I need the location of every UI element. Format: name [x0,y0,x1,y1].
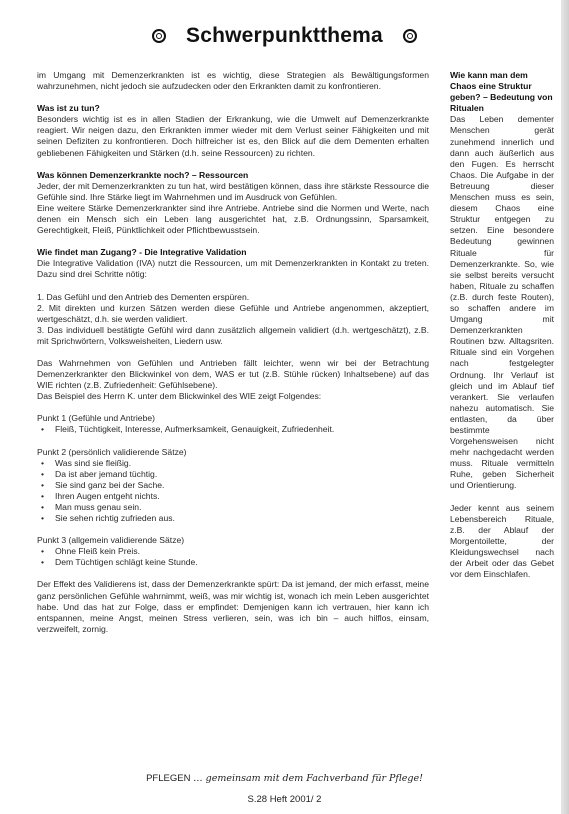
page-title: Schwerpunktthema [186,24,383,47]
page-header [0,24,569,54]
list-item: • Ohne Fleiß kein Preis. [37,546,429,557]
step-item: 2. Mit direkten und kurzen Sätzen werden diese Gefühle und Antriebe angenommen, akzeptiert, wertgeschätzt, d.h. sie werden validiert. [37,302,429,324]
point-2-title: Punkt 2 (persönlich validierende Sätze) [37,446,187,457]
paragraph-was-ist-zu-tun: Besonders wichtig ist es in allen Stadien der Erkrankung, wie die Umwelt auf Demenzerkrankte reagiert. Wir neigen dazu, den Erkrankten immer wieder mit dem Verlust seiner Fähigkeiten und mit seinen Defiziten zu konfrontieren. Doch hilfreicher ist es, den Blick auf die dem Dementen erhalten gebliebenen Fähigkeiten und Stärken (d.h. seine Ressourcen) zu richten. [37,114,429,158]
circle-logo-icon [403,29,417,43]
list-item: • Man muss genau sein. [37,502,429,513]
heading-ressourcen: Was können Demenzerkrankte noch? – Ressourcen [37,169,249,180]
list-item: • Was sind sie fleißig. [37,458,429,469]
heading-was-ist-zu-tun: Was ist zu tun? [37,103,100,114]
paragraph-ressourcen-antriebe: Eine weitere Stärke Demenzerkrankter sind ihre Antriebe. Antriebe sind die Normen und Werte, nach denen ein Mensch sich ein Leben lang ausgerichtet hat, z.B. Ordnungssinn, Sparsamkeit, Gerechtigkeit, Fleiß, Pünktlichkeit oder Pflichtbewusstsein. [37,202,429,236]
list-item: • Sie sind ganz bei der Sache. [37,480,429,491]
point-3-title: Punkt 3 (allgemein validierende Sätze) [37,535,185,546]
footer-slogan [0,773,569,784]
point-1-title: Punkt 1 (Gefühle und Antriebe) [37,413,156,424]
point-2-list [37,458,429,525]
list-item: • Sie sehen richtig zufrieden aus. [37,513,429,524]
footer-slogan-text: … gemeinsam mit dem Fachverband für Pflege! [193,773,423,784]
step-item: 3. Das individuell bestätigte Gefühl wird dann zusätzlich allgemein validiert (d.h. wertgeschätzt), z.B. mit Sprichwörtern, Volksweisheiten, Liedern usw. [37,324,429,346]
footer-brand: PFLEGEN [146,773,191,784]
side-paragraph-rituale: Jeder kennt aus seinem Lebensbereich Rituale, z.B. der Ablauf der Morgentoilette, der Kleidungswechsel nach der Arbeit oder das Gebet vor dem Einschlafen. [450,502,554,580]
paragraph-integrative-validation: Die Integrative Validation (IVA) nutzt die Ressourcen, um mit Demenzerkrankten in Kontakt zu treten. Dazu sind drei Schritte nötig: [37,258,429,280]
list-item: • Ihren Augen entgeht nichts. [37,491,429,502]
scan-edge [561,0,569,814]
intro-paragraph: im Umgang mit Demenzerkrankten ist es wichtig, diese Strategien als Bewältigungsformen wahrzunehmen, nicht jedoch sie aufzudecken oder den Erkrankten damit zu konfrontieren. [37,70,429,92]
footer-page-number: S.28 Heft 2001/ 2 [247,794,322,805]
main-column [37,70,429,635]
heading-integrative-validation: Wie findet man Zugang? - Die Integrative Validation [37,247,247,258]
circle-logo-icon [152,29,166,43]
paragraph-wahrnehmen: Das Wahrnehmen von Gefühlen und Antrieben fällt leichter, wenn wir bei der Betrachtung Demenzerkrankter den Blickwinkel von dem, WAS er tut (z.B. Stühle rücken) Inhaltsebene) auf das WIE richten (z.B. Zufriedenheit: Gefühlsebene). [37,357,429,391]
paragraph-effekt: Der Effekt des Validierens ist, dass der Demenzerkrankte spürt: Da ist jemand, der mich erfasst, meine ganz persönlichen Gefühle wahrnimmt, weiß, was mir wichtig ist, wonach ich mein Leben ausgerichtet habe. Und das hat zur Folge, dass er empfindet: Demjenigen kann ich vertrauen, hier kann ich entspannen, meine Angst, meinen Stress verlieren, sein, was ich bin – auch hilflos, einsam, verzweifelt, zornig. [37,579,429,634]
list-item: • Fleiß, Tüchtigkeit, Interesse, Aufmerksamkeit, Genauigkeit, Zufriedenheit. [37,424,429,435]
point-1-list [37,424,429,435]
side-column [450,70,554,580]
side-heading: Wie kann man dem Chaos eine Struktur geben? – Bedeutung von Ritualen [450,70,553,114]
list-item: • Dem Tüchtigen schlägt keine Stunde. [37,557,429,568]
side-paragraph-chaos: Das Leben dementer Menschen gerät zunehmend innerlich und dann auch äußerlich aus den Fugen. Es herrscht Chaos. Die Aufgabe in der Betreuung dieser Menschen muss es sein, diesem Chaos eine Struktur entgegen zu setzen. Eine besondere Bedeutung gewinnen Rituale für Demenzerkrankte. So, wie sie selbst bereits versucht haben, Rituale zu schaffen (z.B. durch feste Routen), so schaffen andere im Umgang mit Demenzerkrankten Routinen bzw. Alltagsriten. Rituale sind ein Vorgehen nach festgelegter Ordnung. Ihr Verlauf ist gleich und im Ablauf tief verankert. Sie verlaufen nahezu automatisch. Sie entlasten, da über bestimmte Vorgehensweisen nicht mehr nachgedacht werden muss. Rituale vermitteln Ruhe, geben Sicherheit und Orientierung. [450,114,554,491]
paragraph-beispiel: Das Beispiel des Herrn K. unter dem Blickwinkel des WIE zeigt Folgendes: [37,391,322,402]
step-item: 1. Das Gefühl und den Antrieb des Dementen erspüren. [37,291,250,302]
point-3-list [37,546,429,568]
list-item: • Da ist aber jemand tüchtig. [37,469,429,480]
paragraph-ressourcen-gefuehle: Jeder, der mit Demenzerkrankten zu tun hat, wird bestätigen können, dass ihre stärkste Ressource die Gefühle sind. Ihre Stärke liegt im Wahrnehmen und im Ausdruck von Gefühlen. [37,180,429,202]
